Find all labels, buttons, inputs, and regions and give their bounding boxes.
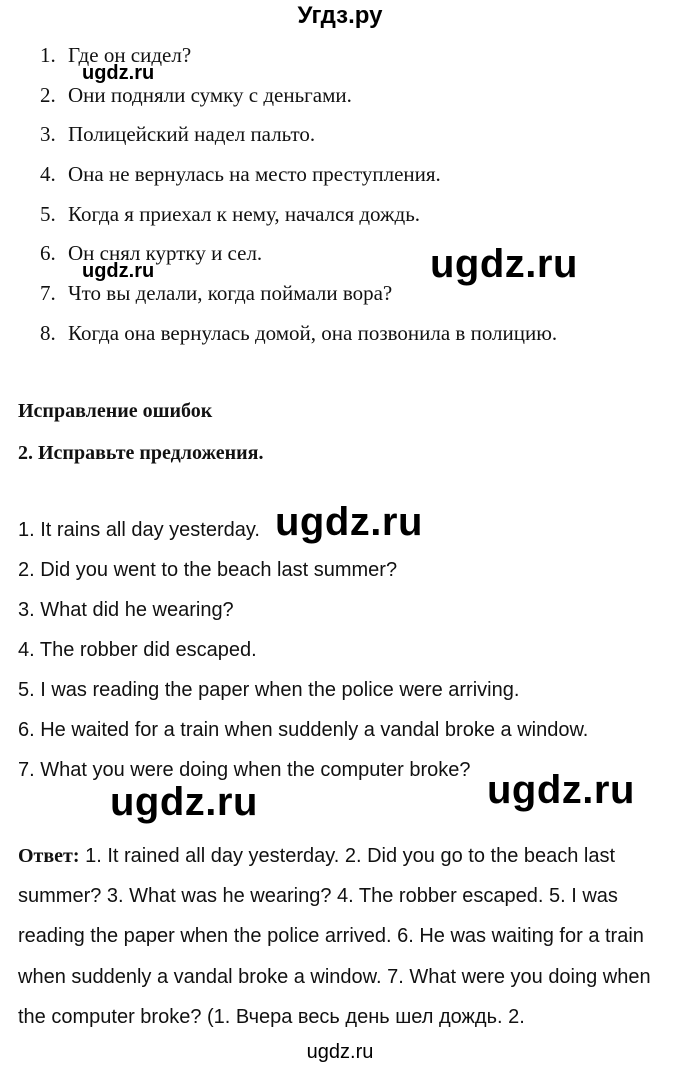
watermark: ugdz.ru [275,500,423,544]
item-number: 4. [40,162,56,187]
item-text: Полицейский надел пальто. [68,122,316,147]
item-text: Он снял куртку и сел. [68,241,263,266]
exercise-sentence-list [18,517,588,797]
item-number: 5. [40,201,56,226]
list-item [40,82,557,122]
list-item: 1. It rains all day yesterday. [18,519,260,541]
watermark: ugdz.ru [82,62,155,84]
section-heading: Исправление ошибок [18,400,213,422]
list-item: 2. Did you went to the beach last summer? [18,559,398,581]
task-heading: 2. Исправьте предложения. [18,442,264,464]
watermark: ugdz.ru [430,242,578,286]
item-text: Где он сидел? [68,43,192,67]
watermark: ugdz.ru [110,780,258,824]
answer-text: 1. It rained all day yesterday. 2. Did you go to the beach last summer? 3. What was he wearing? 4. The robber escaped. 5. I was reading the paper when the police arrived. 6. He was waiting for a train when suddenly a vandal broke a window. 7. What were you doing when the computer broke? (1. Вчера весь день шел дождь. 2. [18,845,651,1028]
item-text: Что вы делали, когда поймали вора? [68,281,393,306]
item-text: Она не вернулась на место преступления. [68,162,441,187]
list-item [40,201,557,241]
list-item: 4. The robber did escaped. [18,639,257,661]
list-item [40,320,557,360]
item-number: 1. [40,43,56,67]
item-number: 2. [40,82,56,107]
item-text: Когда она вернулась домой, она позвонила в полицию. [68,320,558,345]
item-number: 8. [40,320,56,345]
list-item: 7. What you were doing when the computer broke? [18,759,471,781]
item-number: 7. [40,281,56,306]
list-item: 6. He waited for a train when suddenly a vandal broke a window. [18,719,589,741]
answer-label: Ответ: [18,845,80,867]
site-header: Угдз.ру [297,2,383,29]
list-item: 5. I was reading the paper when the police were arriving. [18,679,520,701]
site-footer: ugdz.ru [306,1041,374,1063]
watermark: ugdz.ru [82,260,155,282]
item-text: Когда я приехал к нему, начался дождь. [68,201,421,226]
list-item [40,161,557,201]
watermark: ugdz.ru [487,768,635,812]
item-number: 6. [40,241,56,266]
list-item: 3. What did he wearing? [18,599,234,621]
russian-translation-list [40,42,557,360]
answer-paragraph [18,836,666,1037]
item-text: Они подняли сумку с деньгами. [68,82,352,107]
list-item [40,121,557,161]
item-number: 3. [40,122,56,147]
